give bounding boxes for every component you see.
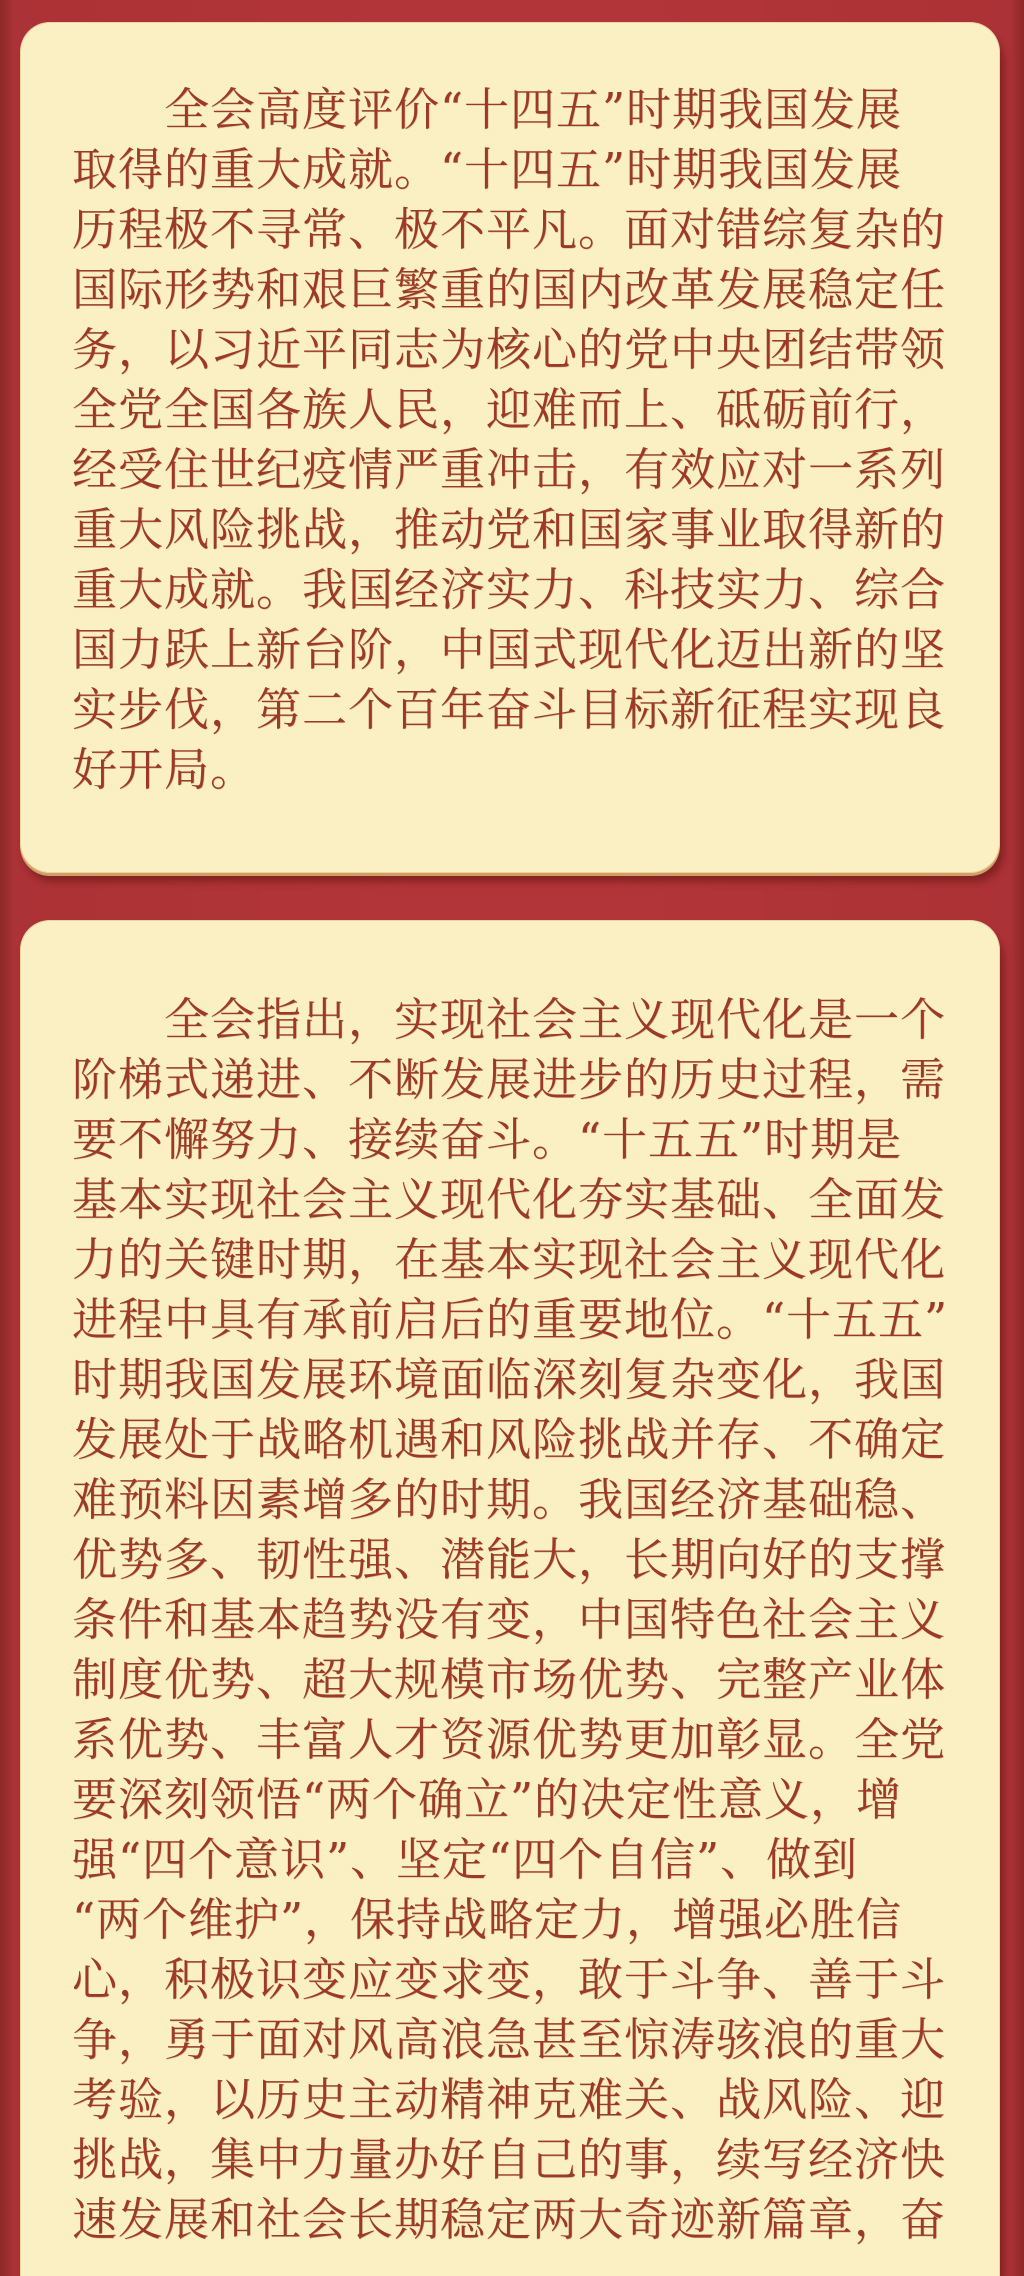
text-line: 争，勇于面对风高浪急甚至惊涛骇浪的重大: [72, 2013, 947, 2066]
text-line: 系优势、丰富人才资源优势更加彰显。全党: [72, 1713, 947, 1766]
text-line: 阶梯式递进、不断发展进步的历史过程，需: [72, 1053, 947, 1106]
text-line: 难预料因素增多的时期。我国经济基础稳、: [72, 1473, 947, 1526]
text-line: 重大风险挑战，推动党和国家事业取得新的: [72, 503, 947, 556]
text-line: “两个维护”，保持战略定力，增强必胜信: [72, 1893, 903, 1946]
text-line: 基本实现社会主义现代化夯实基础、全面发: [72, 1173, 947, 1226]
text-line: 心，积极识变应变求变，敢于斗争、善于斗: [72, 1953, 947, 2006]
text-line: 发展处于战略机遇和风险挑战并存、不确定: [72, 1413, 947, 1466]
text-line: 优势多、韧性强、潜能大，长期向好的支撑: [72, 1533, 947, 1586]
text-line: 全会高度评价“十四五”时期我国发展: [72, 83, 903, 136]
text-line: 好开局。: [72, 743, 257, 796]
text-line: 力的关键时期，在基本实现社会主义现代化: [72, 1233, 947, 1286]
text-line: 经受住世纪疫情严重冲击，有效应对一系列: [72, 443, 947, 496]
text-line: 挑战，集中力量办好自己的事，续写经济快: [72, 2133, 947, 2186]
text-line: 时期我国发展环境面临深刻复杂变化，我国: [72, 1353, 947, 1406]
text-line: 考验，以历史主动精神克难关、战风险、迎: [72, 2073, 947, 2126]
paragraph-2: [72, 990, 970, 2250]
text-line: 强“四个意识”、坚定“四个自信”、做到: [72, 1833, 859, 1886]
text-line: 进程中具有承前启后的重要地位。“十五五”: [72, 1293, 949, 1346]
content-card-1: [20, 22, 1000, 873]
text-line: 全会指出，实现社会主义现代化是一个: [72, 993, 947, 1046]
content-card-2: [20, 920, 1000, 2276]
text-line: 取得的重大成就。“十四五”时期我国发展: [72, 143, 903, 196]
text-line: 历程极不寻常、极不平凡。面对错综复杂的: [72, 203, 947, 256]
text-line: 条件和基本趋势没有变，中国特色社会主义: [72, 1593, 947, 1646]
text-line: 国际形势和艰巨繁重的国内改革发展稳定任: [72, 263, 947, 316]
text-line: 速发展和社会长期稳定两大奇迹新篇章，奋: [72, 2193, 947, 2246]
text-line: 要深刻领悟“两个确立”的决定性意义，增: [72, 1773, 903, 1826]
text-line: 重大成就。我国经济实力、科技实力、综合: [72, 563, 947, 616]
text-line: 国力跃上新台阶，中国式现代化迈出新的坚: [72, 623, 947, 676]
text-line: 务，以习近平同志为核心的党中央团结带领: [72, 323, 947, 376]
text-line: 制度优势、超大规模市场优势、完整产业体: [72, 1653, 947, 1706]
paragraph-1: [72, 80, 970, 800]
text-line: 实步伐，第二个百年奋斗目标新征程实现良: [72, 683, 947, 736]
text-line: 全党全国各族人民，迎难而上、砥砺前行，: [72, 383, 947, 436]
text-line: 要不懈努力、接续奋斗。“十五五”时期是: [72, 1113, 903, 1166]
